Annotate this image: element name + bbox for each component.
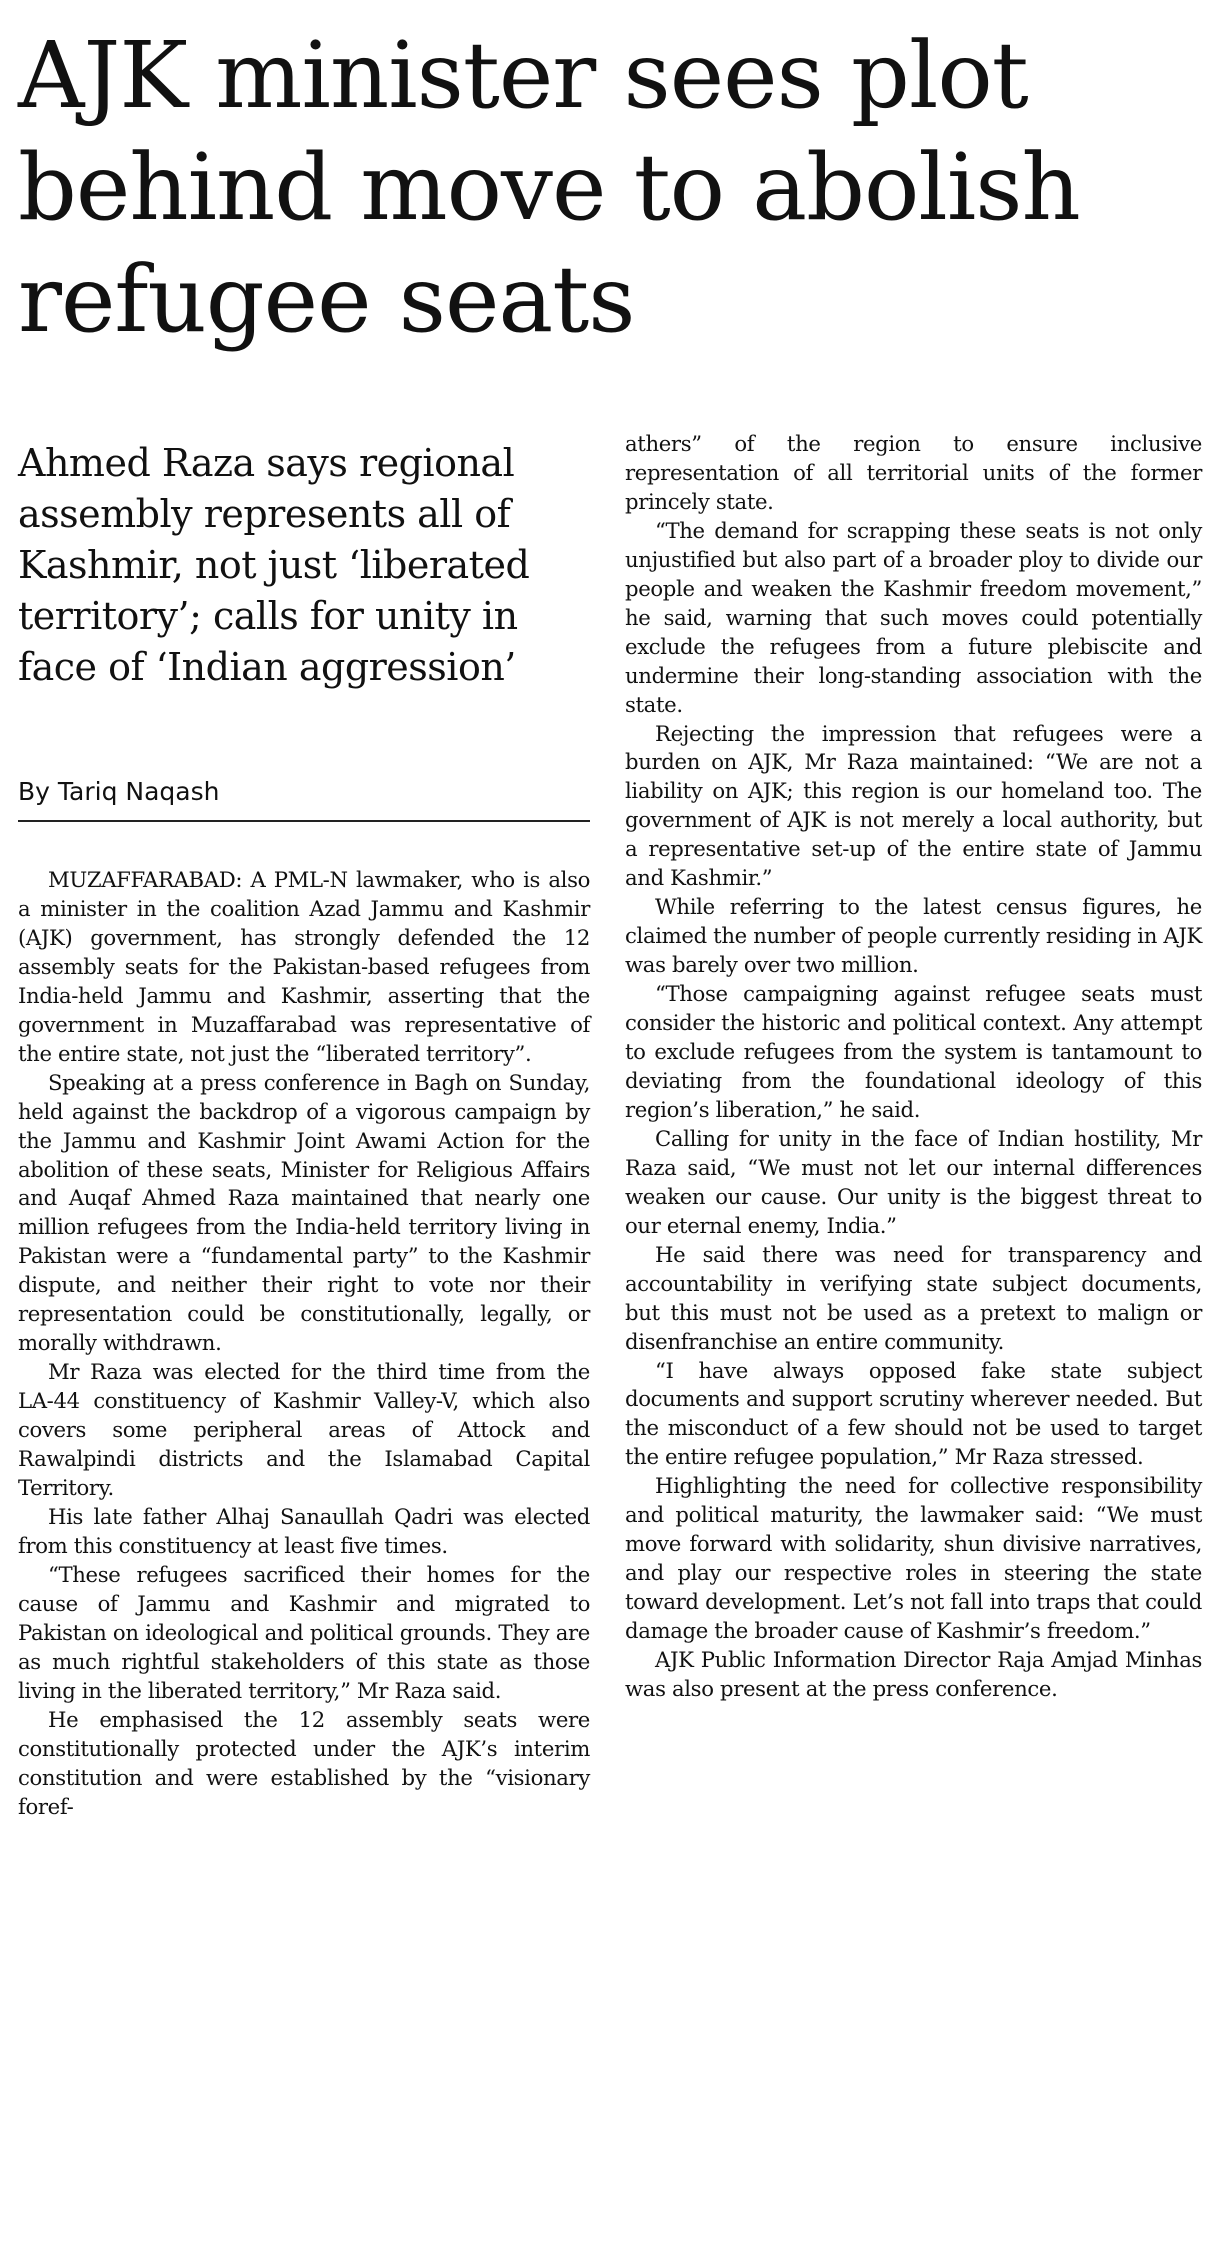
- body-paragraph: Rejecting the impression that refugees were a burden on AJK, Mr Raza maintained: “We are not a liability on AJK; this region is our homeland too. The government of AJK is not merely a local authority, but a representative set-up of the entire state of Jammu and Kashmir.”: [625, 720, 1202, 891]
- body-paragraph: MUZAFFARABAD: A PML-N lawmaker, who is also a minister in the coalition Azad Jammu and Kashmir (AJK) government, has strongly defended the 12 assembly seats for the Pakistan-based refugees from India-held Jammu and Kashmir, asserting that the government in Muzaffarabad was representative of the entire state, not just the “liberated territory”.: [18, 867, 590, 1066]
- body-paragraph: Highlighting the need for collective responsibility and political maturity, the lawmaker said: “We must move forward with solidarity, shun divisive narratives, and play our respective roles in steering the state toward development. Let’s not fall into traps that could damage the broader cause of Kashmir’s freedom.”: [625, 1473, 1202, 1644]
- body-paragraph: His late father Alhaj Sanaullah Qadri was elected from this constituency at least five times.: [18, 1503, 590, 1558]
- body-paragraph: While referring to the latest census figures, he claimed the number of people currently residing in AJK was barely over two million.: [625, 894, 1202, 978]
- body-paragraph-continued: athers” of the region to ensure inclusive representation of all territorial units of the former princely state.: [625, 431, 1202, 514]
- body-paragraph: “These refugees sacrificed their homes for the cause of Jammu and Kashmir and migrated to Pakistan on ideological and political grounds. They are as much rightful stakeholders of this state as those living in the liberated territory,” Mr Raza said.: [18, 1561, 590, 1703]
- body-paragraph: Calling for unity in the face of Indian hostility, Mr Raza said, “We must not let our internal differences weaken our cause. Our unity is the biggest threat to our eternal enemy, India.”: [625, 1125, 1202, 1238]
- byline-divider: [18, 820, 590, 822]
- byline: By Tariq Naqash: [18, 777, 220, 806]
- body-paragraph: “Those campaigning against refugee seats must consider the historic and political context. Any attempt to exclude refugees from the system is tantamount to deviating from the foundational ideology of this region’s liberation,” he said.: [625, 981, 1202, 1122]
- body-paragraph: AJK Public Information Director Raja Amjad Minhas was also present at the press conference.: [625, 1647, 1202, 1701]
- body-paragraph: He emphasised the 12 assembly seats were constitutionally protected under the AJK’s interim constitution and were established by the “visionary foref-: [18, 1706, 590, 1819]
- headline: AJK minister sees plot behind move to abolish refugee seats: [18, 22, 1080, 353]
- article-column-left: [18, 866, 590, 1821]
- body-paragraph: Speaking at a press conference in Bagh on Sunday, held against the backdrop of a vigorous campaign by the Jammu and Kashmir Joint Awami Action for the abolition of these seats, Minister for Religious Affairs and Auqaf Ahmed Raza maintained that nearly one million refugees from the India-held territory living in Pakistan were a “fundamental party” to the Kashmir dispute, and neither their right to vote nor their representation could be constitutionally, legally, or morally withdrawn.: [18, 1069, 590, 1356]
- body-paragraph: He said there was need for transparency and accountability in verifying state subject documents, but this must not be used as a pretext to malign or disenfranchise an entire community.: [625, 1241, 1202, 1354]
- body-paragraph: “I have always opposed fake state subject documents and support scrutiny wherever needed. But the misconduct of a few should not be used to target the entire refugee population,” Mr Raza stressed.: [625, 1357, 1202, 1470]
- body-paragraph: Mr Raza was elected for the third time from the LA-44 constituency of Kashmir Valley-V, which also covers some peripheral areas of Attock and Rawalpindi districts and the Islamabad Capital Territory.: [18, 1359, 590, 1501]
- body-paragraph: “The demand for scrapping these seats is not only unjustified but also part of a broader ploy to divide our people and weaken the Kashmir freedom movement,” he said, warning that such moves could potentially exclude the refugees from a future plebiscite and undermine their long-standing association with the state.: [625, 517, 1202, 717]
- subheadline: Ahmed Raza says regional assembly represents all of Kashmir, not just ‘liberated territory’; calls for unity in face of ‘Indian aggression’: [18, 441, 530, 689]
- article-column-right: [625, 430, 1202, 1704]
